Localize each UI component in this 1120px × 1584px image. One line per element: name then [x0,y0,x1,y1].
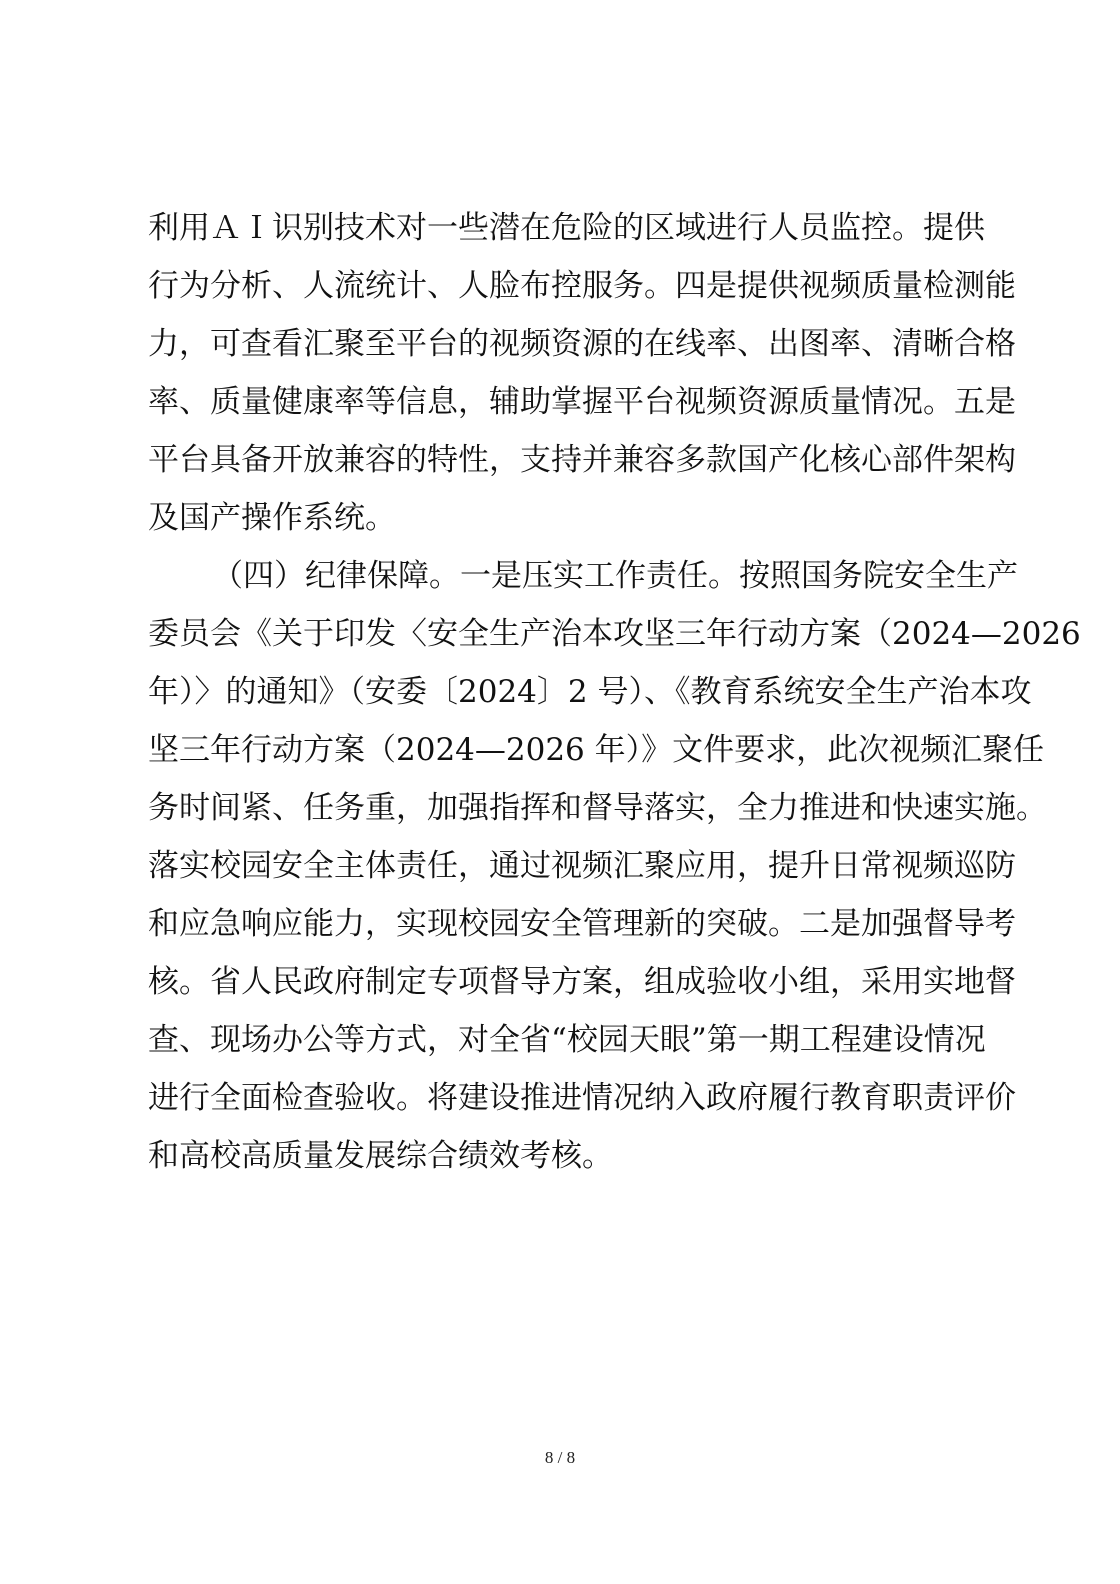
text-line: 和应急响应能力，实现校园安全管理新的突破。二是加强督导考 [148,906,1016,942]
text-line: 行为分析、人流统计、人脸布控服务。四是提供视频质量检测能 [148,268,1016,304]
text-line: 查、现场办公等方式，对全省“校园天眼”第一期工程建设情况 [148,1022,986,1058]
text-line: 及国产操作系统。 [148,500,396,536]
text-line: 力，可查看汇聚至平台的视频资源的在线率、出图率、清晰合格 [148,326,1016,362]
text-line: （四）纪律保障。一是压实工作责任。按照国务院安全生产 [212,558,1018,594]
text-line: 进行全面检查验收。将建设推进情况纳入政府履行教育职责评价 [148,1080,1016,1116]
page-number: 8 / 8 [544,1448,576,1467]
text-line: 和高校高质量发展综合绩效考核。 [148,1138,613,1174]
text-line: 率、质量健康率等信息，辅助掌握平台视频资源质量情况。五是 [148,384,1016,420]
text-line: 平台具备开放兼容的特性，支持并兼容多款国产化核心部件架构 [148,442,1016,478]
text-line: 坚三年行动方案（2024—2026 年）》文件要求，此次视频汇聚任 [148,732,1045,768]
paragraph-discipline-guarantee [148,547,1081,1185]
body-text [148,199,1081,1185]
text-line: 核。省人民政府制定专项督导方案，组成验收小组，采用实地督 [148,964,1016,1000]
text-line: 利用ＡＩ识别技术对一些潜在危险的区域进行人员监控。提供 [148,210,985,246]
text-line: 落实校园安全主体责任，通过视频汇聚应用，提升日常视频巡防 [148,848,1016,884]
paragraph-ai-monitoring [148,199,1016,547]
text-line: 务时间紧、任务重，加强指挥和督导落实，全力推进和快速实施。 [148,790,1047,826]
text-line: 委员会《关于印发〈安全生产治本攻坚三年行动方案（2024—2026 [148,616,1081,652]
text-line: 年）〉的通知》（安委〔2024〕2 号）、《教育系统安全生产治本攻 [148,674,1032,710]
